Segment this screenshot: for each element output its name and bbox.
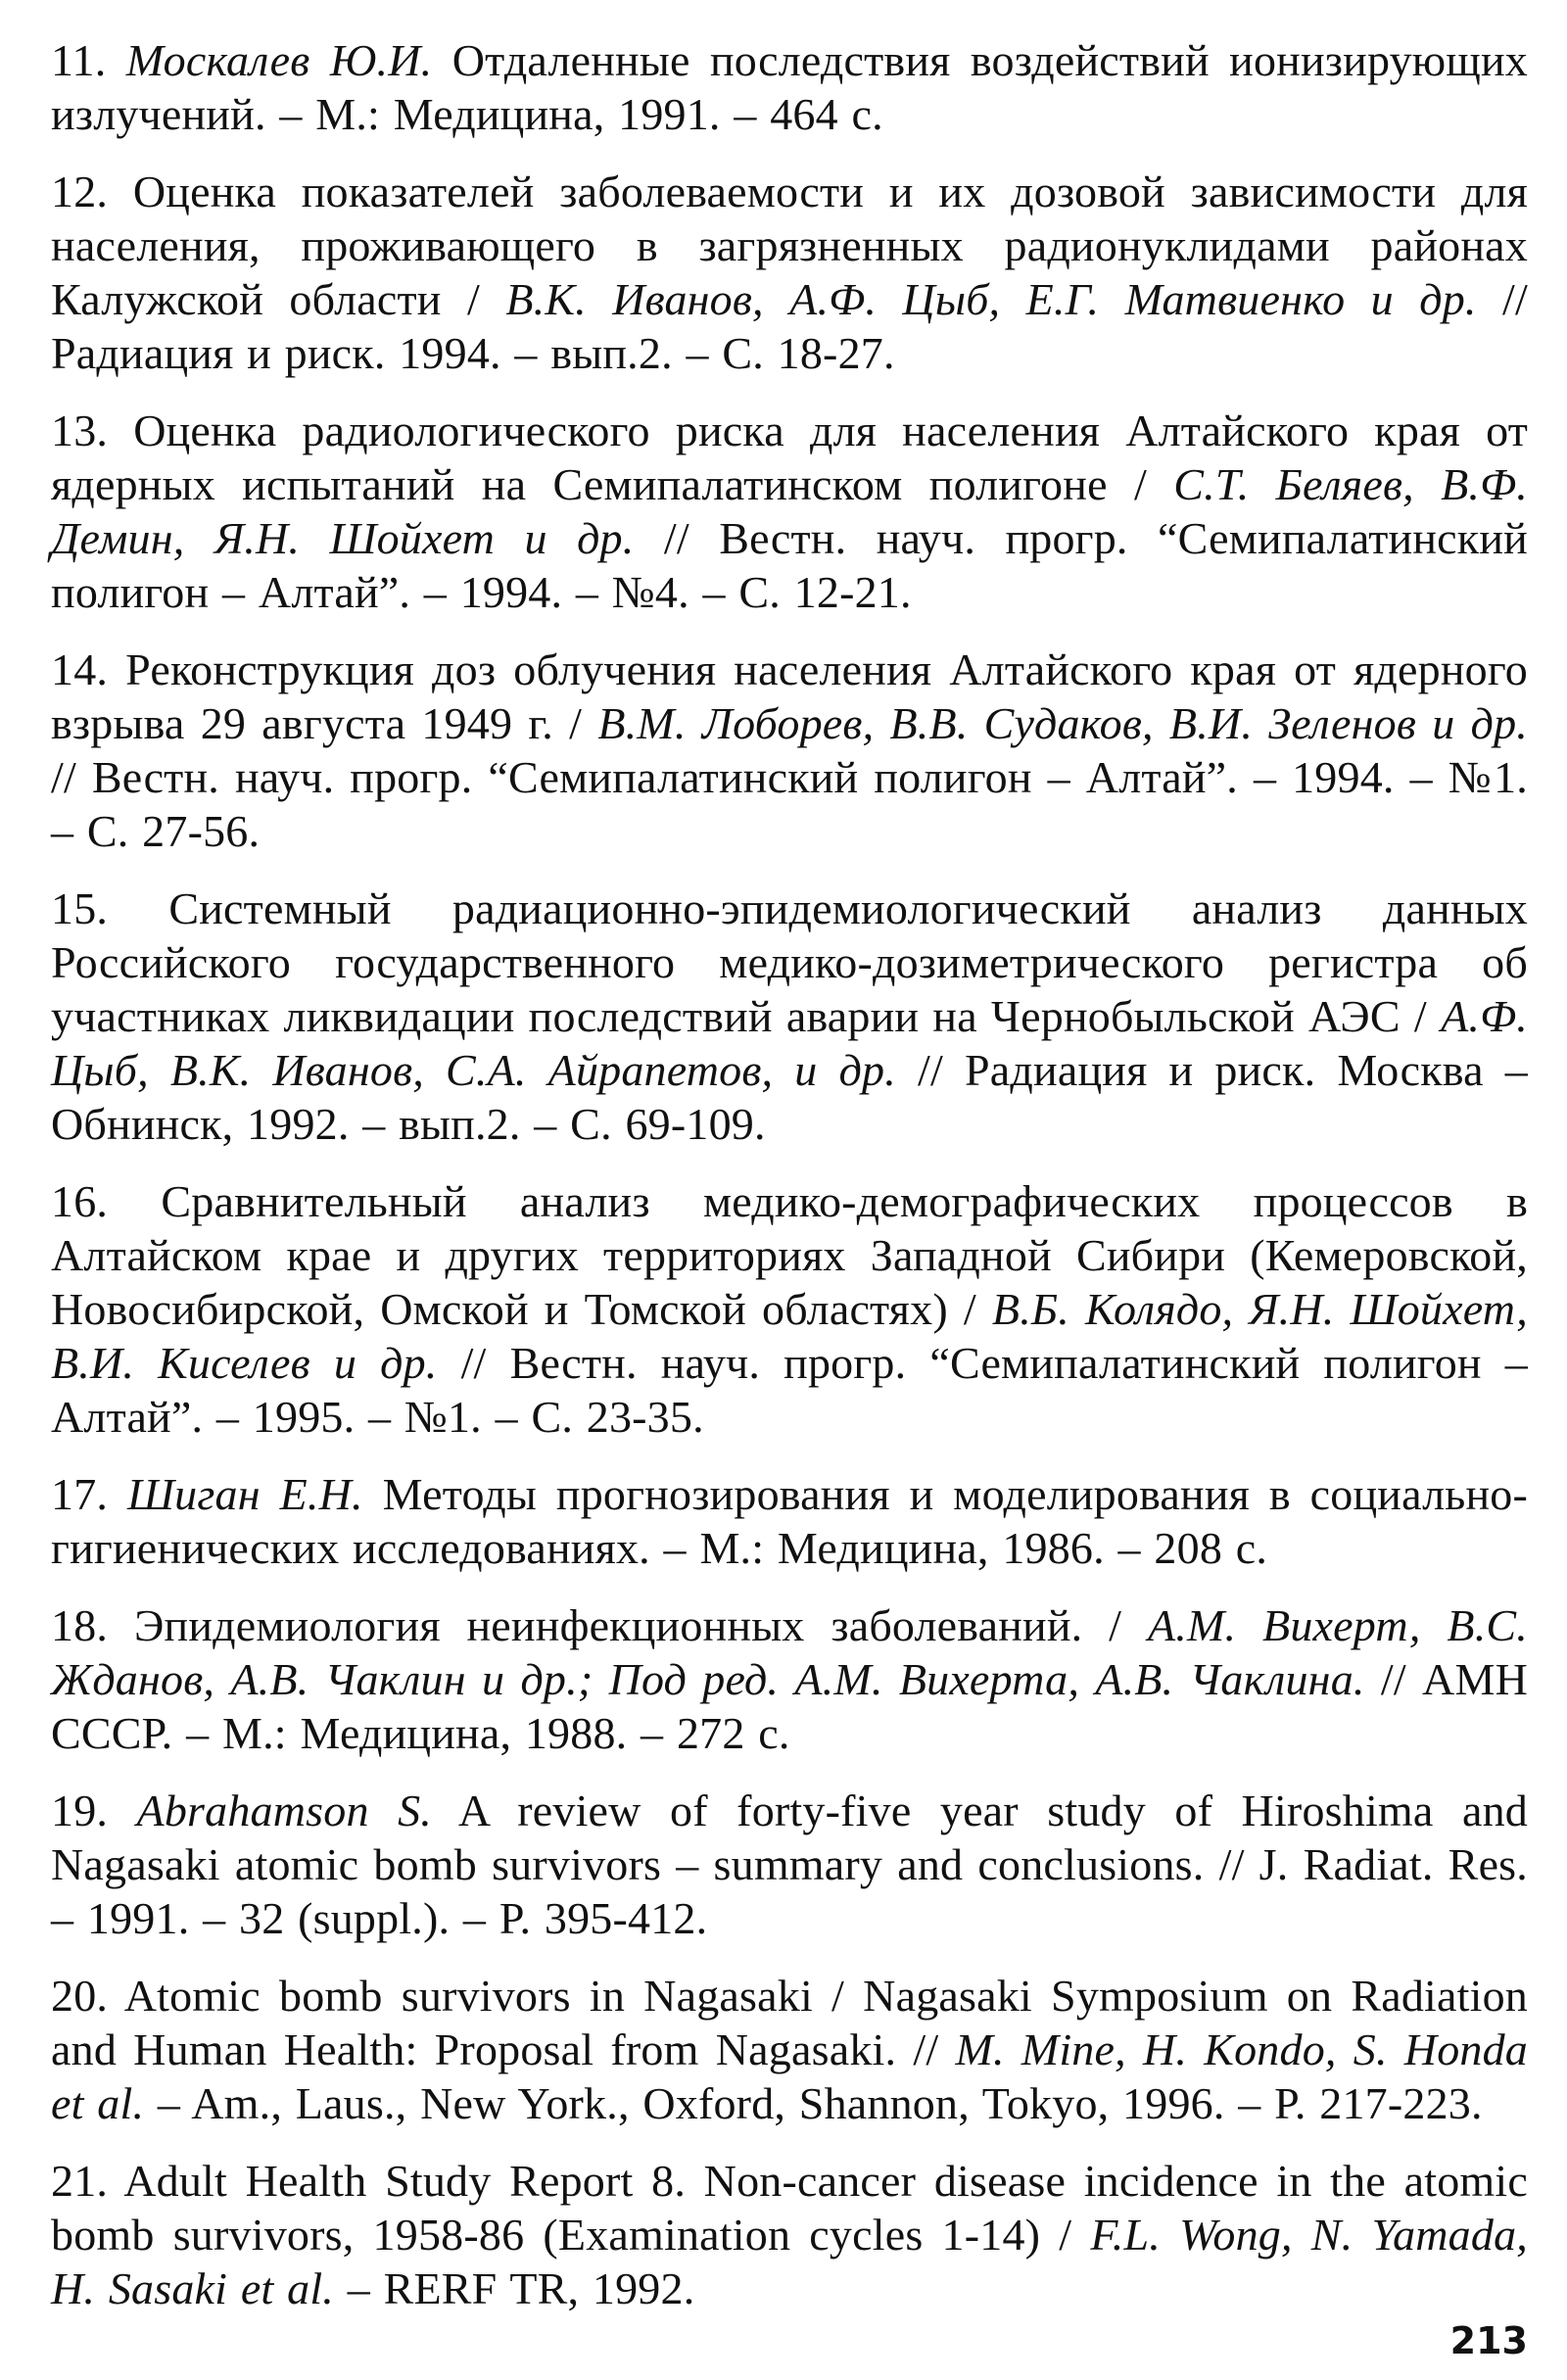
reference-entry: [51, 881, 1528, 1151]
reference-number: 14.: [51, 644, 109, 694]
reference-text: A review of forty-five year study of Hiroshima and Nagasaki atomic bomb survivors – summary and conclusions. // J. Radiat. Res. – 1991. – 32 (suppl.). – P. 395-412.: [51, 1785, 1528, 1943]
reference-authors: С.Т. Беляев, В.Ф. Демин, Я.Н. Шойхет и др.: [51, 459, 1528, 563]
reference-text: Сравнительный анализ медико-демографических процессов в Алтайском крае и других территориях Западной Сибири (Кемеровской, Новосибирской, Омской и Томской областях) /: [51, 1176, 1528, 1334]
reference-entry: [51, 165, 1528, 380]
reference-authors: А.Ф. Цыб, В.К. Иванов, С.А. Айрапетов, и др.: [51, 991, 1528, 1095]
reference-text: Отдаленные последствия воздействий ионизирующих излучений. – М.: Медицина, 1991. – 464 с.: [51, 35, 1528, 139]
reference-text: Методы прогнозирования и моделирования в социально-гигиенических исследованиях. – М.: Медицина, 1986. – 208 с.: [51, 1469, 1529, 1573]
reference-text: Реконструкция доз облучения населения Алтайского края от ядерного взрыва 29 августа 1949 г. /: [51, 644, 1528, 748]
reference-entry: [51, 1467, 1528, 1575]
reference-number: 12.: [51, 167, 109, 216]
reference-text: // Вестн. науч. прогр. “Семипалатинский полигон – Алтай”. – 1994. – №4. – С. 12-21.: [51, 513, 1528, 617]
reference-entry: [51, 643, 1528, 858]
reference-entry: [51, 1969, 1528, 2130]
reference-number: 19.: [51, 1785, 109, 1835]
reference-text: Оценка радиологического риска для населения Алтайского края от ядерных испытаний на Семипалатинском полигоне /: [51, 405, 1528, 509]
reference-text: // Радиация и риск. 1994. – вып.2. – С. 18-27.: [51, 274, 1528, 378]
reference-number: 13.: [51, 405, 109, 455]
reference-number: 11.: [51, 35, 107, 85]
reference-entry: [51, 33, 1528, 141]
reference-text: Системный радиационно-эпидемиологический анализ данных Российского государственного медико-дозиметрического регистра об участниках ликвидации последствий аварии на Чернобыльской АЭС /: [51, 883, 1529, 1041]
reference-entry: [51, 404, 1528, 619]
reference-authors: В.К. Иванов, А.Ф. Цыб, Е.Г. Матвиенко и др.: [505, 274, 1477, 324]
reference-entry: [51, 1784, 1528, 1945]
reference-number: 20.: [51, 1971, 109, 2021]
reference-number: 16.: [51, 1176, 109, 1226]
reference-text: // Вестн. науч. прогр. “Семипалатинский полигон – Алтай”. – 1995. – №1. – С. 23-35.: [51, 1338, 1528, 1442]
reference-entry: [51, 1174, 1528, 1444]
reference-authors: А.М. Вихерт, В.С. Жданов, А.В. Чаклин и др.; Под ред. А.М. Вихерта, А.В. Чаклина.: [51, 1600, 1529, 1704]
reference-text: // АМН СССР. – М.: Медицина, 1988. – 272 с.: [51, 1654, 1528, 1758]
reference-number: 18.: [51, 1600, 109, 1650]
reference-number: 21.: [51, 2156, 109, 2206]
reference-number: 15.: [51, 883, 109, 933]
reference-authors: Шиган Е.Н.: [127, 1469, 363, 1519]
reference-authors: M. Mine, H. Kondo, S. Honda et al.: [51, 2024, 1529, 2128]
reference-list: [51, 33, 1528, 2339]
reference-authors: F.L. Wong, N. Yamada, H. Sasaki et al.: [51, 2210, 1528, 2313]
reference-authors: В.М. Лоборев, В.В. Судаков, В.И. Зеленов и др.: [597, 698, 1528, 748]
reference-text: Atomic bomb survivors in Nagasaki / Nagasaki Symposium on Radiation and Human Health: Proposal from Nagasaki. //: [51, 1971, 1528, 2074]
page-number: 213: [1449, 2319, 1528, 2362]
reference-entry: [51, 1598, 1528, 1760]
reference-text: – RERF TR, 1992.: [334, 2263, 695, 2313]
reference-text: // Радиация и риск. Москва – Обнинск, 1992. – вып.2. – С. 69-109.: [51, 1045, 1528, 1149]
reference-text: – Am., Laus., New York., Oxford, Shannon, Tokyo, 1996. – P. 217-223.: [144, 2078, 1483, 2128]
reference-entry: [51, 2154, 1528, 2315]
reference-text: // Вестн. науч. прогр. “Семипалатинский полигон – Алтай”. – 1994. – №1. – С. 27-56.: [51, 752, 1528, 856]
reference-text: Эпидемиология неинфекционных заболеваний. /: [133, 1600, 1148, 1650]
reference-number: 17.: [51, 1469, 109, 1519]
reference-authors: Abrahamson S.: [136, 1785, 433, 1835]
reference-authors: Москалев Ю.И.: [125, 35, 433, 85]
reference-text: Оценка показателей заболеваемости и их дозовой зависимости для населения, проживающего в загрязненных радионуклидами районах Калужской области /: [51, 167, 1528, 324]
reference-authors: В.Б. Колядо, Я.Н. Шойхет, В.И. Киселев и др.: [51, 1284, 1528, 1388]
reference-text: Adult Health Study Report 8. Non-cancer disease incidence in the atomic bomb survivors, 1958-86 (Examination cycles 1-14) /: [51, 2156, 1528, 2260]
